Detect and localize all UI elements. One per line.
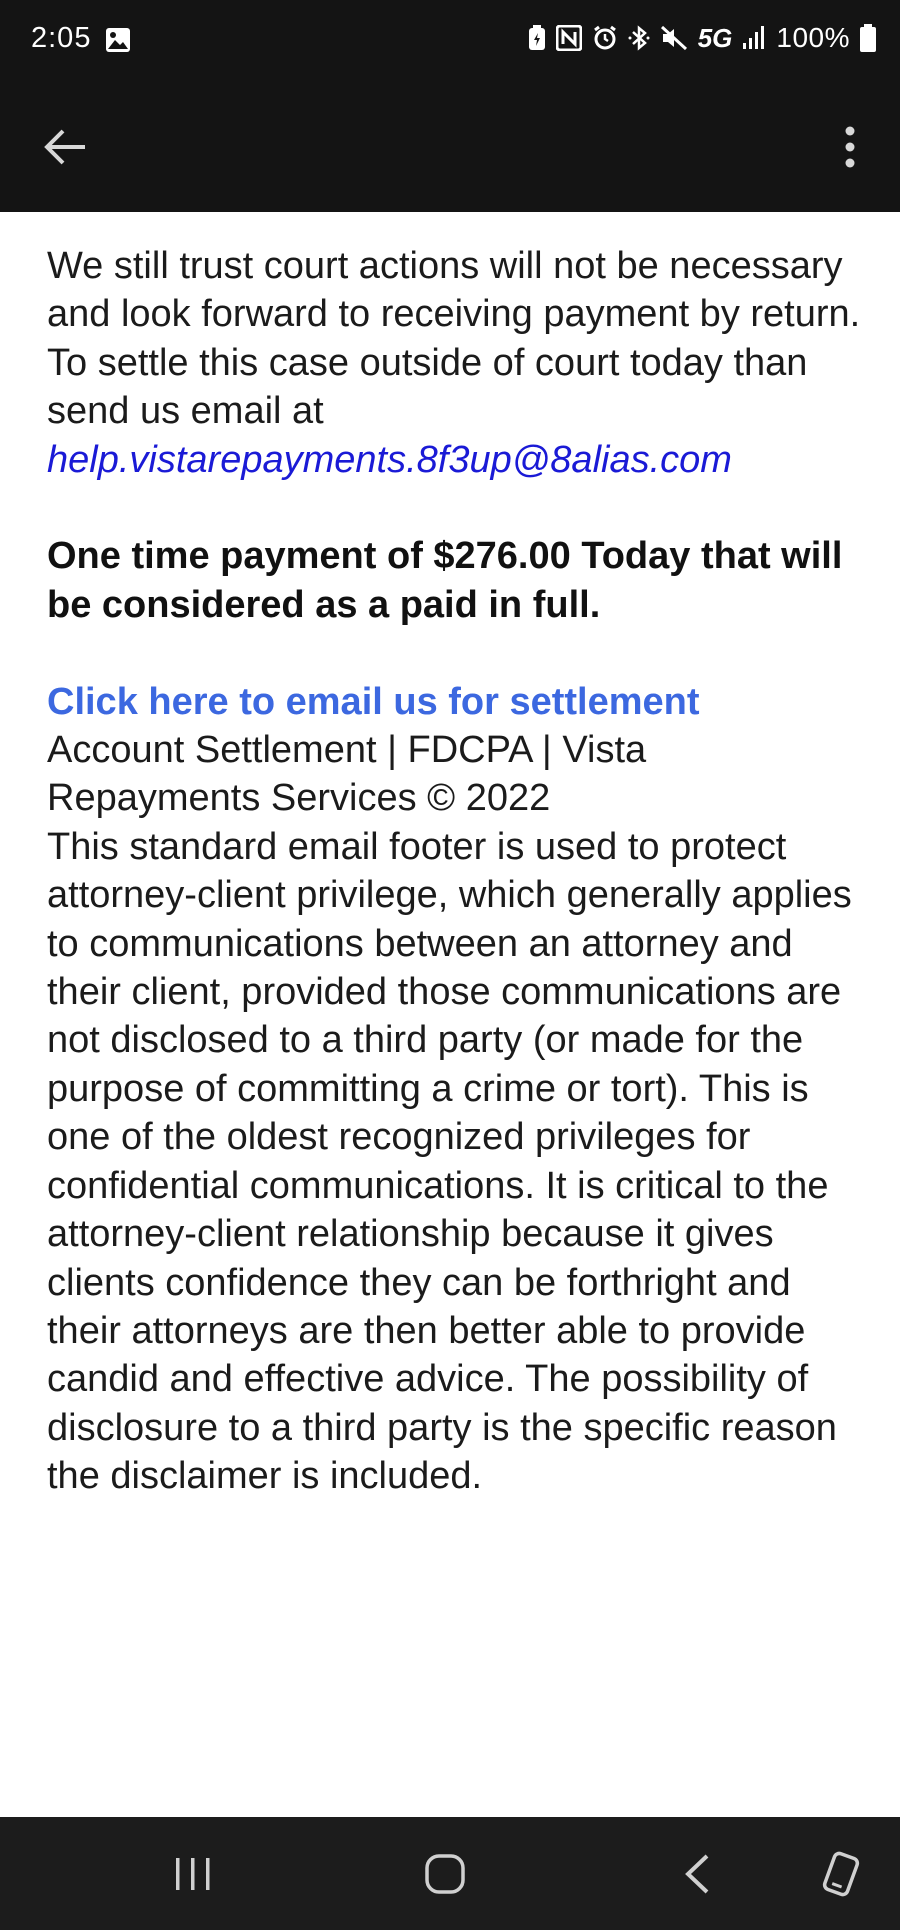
home-button[interactable] xyxy=(410,1839,480,1909)
mute-icon xyxy=(660,25,688,51)
battery-saver-icon xyxy=(528,25,546,51)
settle-instruction: To settle this case outside of court today than send us email at xyxy=(47,341,808,433)
settlement-email-link[interactable]: Click here to email us for settlement xyxy=(47,680,700,723)
battery-percentage: 100% xyxy=(776,22,850,53)
bluetooth-icon xyxy=(628,25,650,51)
rotate-screen-button[interactable] xyxy=(806,1839,876,1909)
payment-offer: One time payment of $276.00 Today that will be considered as a paid in full. xyxy=(47,535,843,626)
battery-icon xyxy=(860,24,876,52)
app-bar xyxy=(0,80,900,212)
signal-icon xyxy=(742,25,766,51)
navigation-bar xyxy=(0,1817,900,1930)
alarm-icon xyxy=(592,25,618,51)
spacer xyxy=(47,629,867,677)
intro-paragraph: We still trust court actions will not be necessary and look forward to receiving payment by return. xyxy=(47,245,861,336)
back-button[interactable] xyxy=(30,112,100,182)
more-options-button[interactable] xyxy=(820,112,880,182)
home-icon xyxy=(423,1852,467,1896)
gallery-notification-icon xyxy=(105,27,131,53)
email-body xyxy=(47,242,867,1501)
disclaimer-text: This standard email footer is used to protect attorney-client privilege, which generally applies to communications between an attorney and their client, provided those communications are not disclosed to a third party (or made for the purpose of committing a crime or tort). This is one of the oldest recognized privileges for confidential communications. It is critical to the attorney-client relationship because it gives clients confidence they can be forthright and their attorneys are then better able to provide candid and effective advice. The possibility of disclosure to a third party is the specific reason the disclaimer is included. xyxy=(47,825,852,1498)
nav-back-icon xyxy=(682,1852,712,1896)
status-bar xyxy=(0,0,900,80)
recents-icon xyxy=(173,1856,213,1892)
email-address-link[interactable]: help.vistarepayments.8f3up@8alias.com xyxy=(47,438,732,481)
more-vertical-icon xyxy=(844,126,856,168)
arrow-left-icon xyxy=(43,127,87,167)
rotate-screen-icon xyxy=(817,1850,865,1898)
network-type: 5G xyxy=(697,22,733,53)
recents-button[interactable] xyxy=(158,1839,228,1909)
nfc-icon xyxy=(556,25,582,51)
status-icons xyxy=(528,22,876,54)
spacer xyxy=(47,484,867,532)
footer-title: Account Settlement | FDCPA | Vista Repayments Services © 2022 xyxy=(47,729,647,820)
status-time: 2:05 xyxy=(31,22,92,54)
system-back-button[interactable] xyxy=(662,1839,732,1909)
